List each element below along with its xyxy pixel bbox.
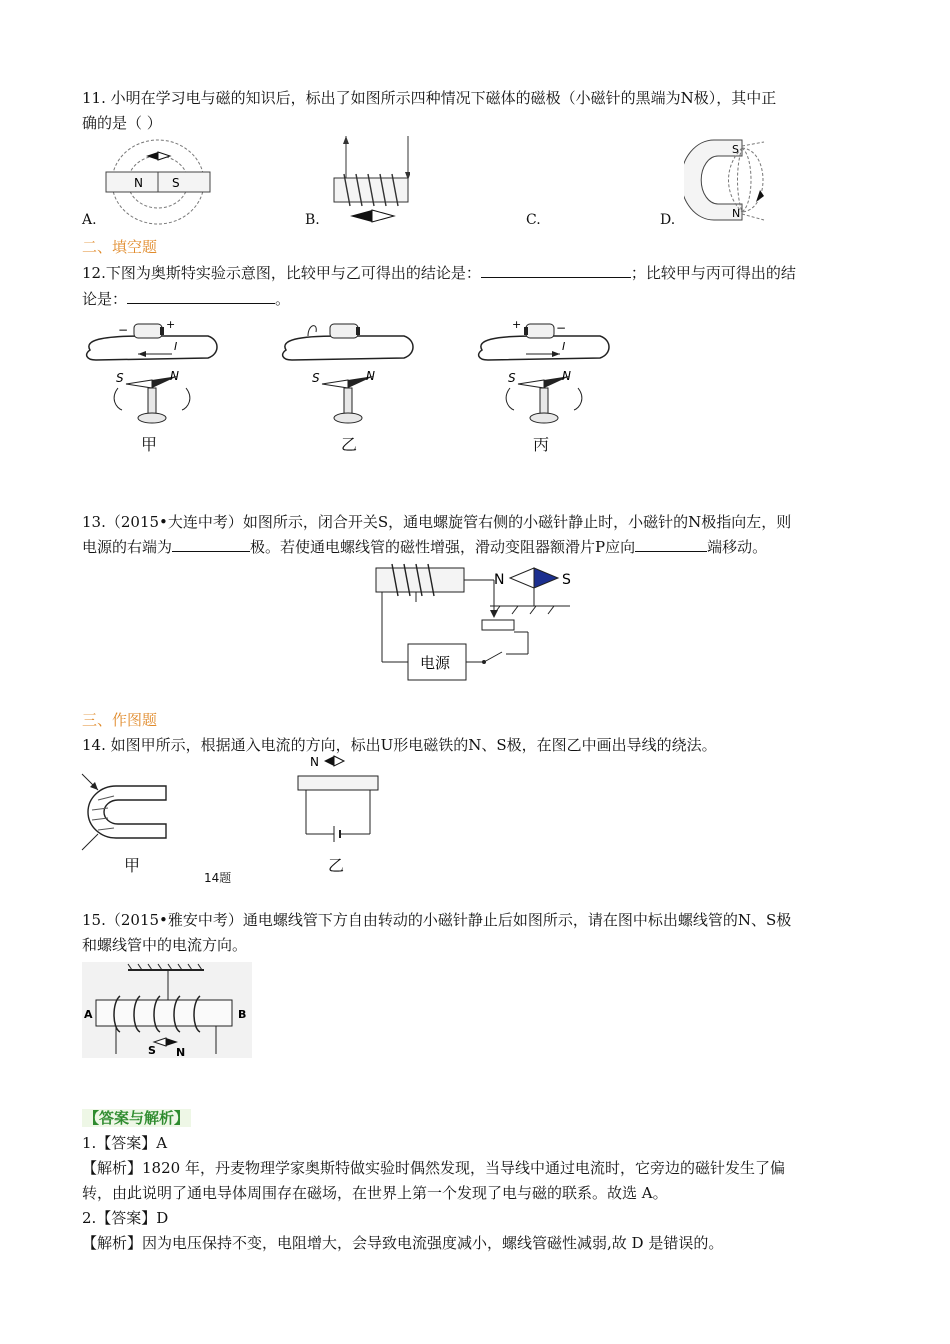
section-2-heading: 二、填空题 (82, 238, 158, 256)
q13-line2-mid: 极。若使通电螺线管的磁性增强，滑动变阻器额滑片P应向 (250, 538, 636, 556)
q13-power-source-label: 电源 (420, 654, 451, 672)
q12-caption-bing: 丙 (533, 435, 550, 454)
q11-a-n-label: N (134, 176, 143, 190)
q12-jia-s: S (116, 371, 124, 385)
q12-caption-yi: 乙 (341, 435, 358, 454)
q12-yi-s: S (312, 371, 320, 385)
q12-bing-minus: − (556, 321, 567, 335)
q14-figure-label: 14题 (204, 871, 232, 885)
q12-part2: ；比较甲与丙可得出的结 (630, 264, 796, 282)
q12-line2-start: 论是： (82, 290, 128, 308)
q15-text-line1: 15.（2015•雅安中考）通电螺线管下方自由转动的小磁针静止后如图所示，请在图中标出螺线管的N、S极 (82, 911, 792, 929)
q11-option-d: D. (660, 212, 676, 228)
q12-caption-jia: 甲 (141, 435, 158, 454)
q14-caption-yi: 乙 (328, 856, 345, 875)
q14-needle-n: N (310, 755, 319, 769)
q12-bing-plus: + (512, 318, 522, 331)
q12-part1: 12.下图为奥斯特实验示意图，比较甲与乙可得出的结论是： (82, 264, 481, 282)
q15-text-line2: 和螺线管中的电流方向。 (82, 936, 248, 954)
q12-figure-bing (474, 318, 614, 436)
q12-figure-yi (278, 318, 418, 436)
q11-option-c: C. (526, 212, 541, 228)
q15-solenoid-figure (82, 962, 252, 1058)
q11-option-b: B. (305, 212, 320, 228)
q12-bing-current: I (562, 340, 566, 353)
q11-a-s-label: S (172, 176, 180, 190)
q11-option-a: A. (82, 212, 97, 228)
q13-line2-start: 电源的右端为 (82, 538, 173, 556)
q11-figure-d (684, 136, 774, 228)
q13-blank-1[interactable] (172, 537, 250, 552)
q12-figure-jia (82, 318, 222, 436)
answer-2: 2.【答案】D (82, 1209, 169, 1227)
q13-text-line1: 13.（2015•大连中考）如图所示，闭合开关S，通电螺旋管右侧的小磁针静止时，小磁针的N极指向左，则 (82, 513, 792, 531)
q13-text-line2 (82, 537, 767, 557)
section-3-heading: 三、作图题 (82, 711, 158, 729)
q12-blank-2[interactable] (127, 289, 275, 304)
q11-d-s-label: S (732, 143, 739, 156)
q13-needle-s: S (562, 572, 571, 588)
answers-heading-text: 【答案与解析】 (84, 1109, 190, 1127)
q12-jia-minus: − (118, 323, 129, 337)
explanation-1-line1: 【解析】1820 年，丹麦物理学家奥斯特做实验时偶然发现，当导线中通过电流时，它旁边的磁针发生了偏 (82, 1159, 785, 1177)
q15-end-a: A (84, 1008, 93, 1021)
q15-end-b: B (238, 1008, 247, 1021)
q14-figure-jia (80, 770, 172, 852)
q15-needle-s: S (148, 1044, 156, 1057)
q14-caption-jia: 甲 (124, 856, 141, 875)
q12-blank-1[interactable] (481, 263, 631, 278)
q12-bing-n: N (562, 369, 571, 383)
q12-text-line1 (82, 263, 796, 283)
q11-text-line2: 确的是（ ） (82, 114, 162, 132)
q13-circuit-figure (370, 562, 580, 690)
explanation-2-line1: 【解析】因为电压保持不变，电阻增大，会导致电流强度减小，螺线管磁性减弱,故 D 是错误的。 (82, 1234, 724, 1252)
q14-text-line1: 14. 如图甲所示，根据通入电流的方向，标出U形电磁铁的N、S极，在图乙中画出导线的绕法。 (82, 736, 717, 754)
q13-needle-n: N (494, 572, 505, 588)
q12-line2-end: 。 (275, 290, 291, 308)
explanation-1-line2: 转，由此说明了通电导体周围存在磁场，在世界上第一个发现了电与磁的联系。故选 A。 (82, 1184, 668, 1202)
q11-figure-b (328, 134, 410, 224)
q14-figure-yi (294, 752, 384, 844)
q12-bing-s: S (508, 371, 516, 385)
q13-blank-2[interactable] (635, 537, 707, 552)
answers-heading (82, 1108, 191, 1128)
q11-text-line1: 11. 小明在学习电与磁的知识后，标出了如图所示四种情况下磁体的磁极（小磁针的黑端为N极），其中正 (82, 89, 777, 107)
q12-jia-plus: + (166, 318, 176, 331)
answer-1: 1.【答案】A (82, 1134, 168, 1152)
q12-jia-current: I (174, 340, 178, 353)
q11-figure-a (104, 136, 212, 228)
q12-text-line2 (82, 289, 290, 309)
q11-d-n-label: N (732, 207, 741, 220)
q12-yi-n: N (366, 369, 375, 383)
q15-needle-n: N (176, 1046, 186, 1058)
q12-jia-n: N (170, 369, 179, 383)
q13-line2-end: 端移动。 (707, 538, 768, 556)
